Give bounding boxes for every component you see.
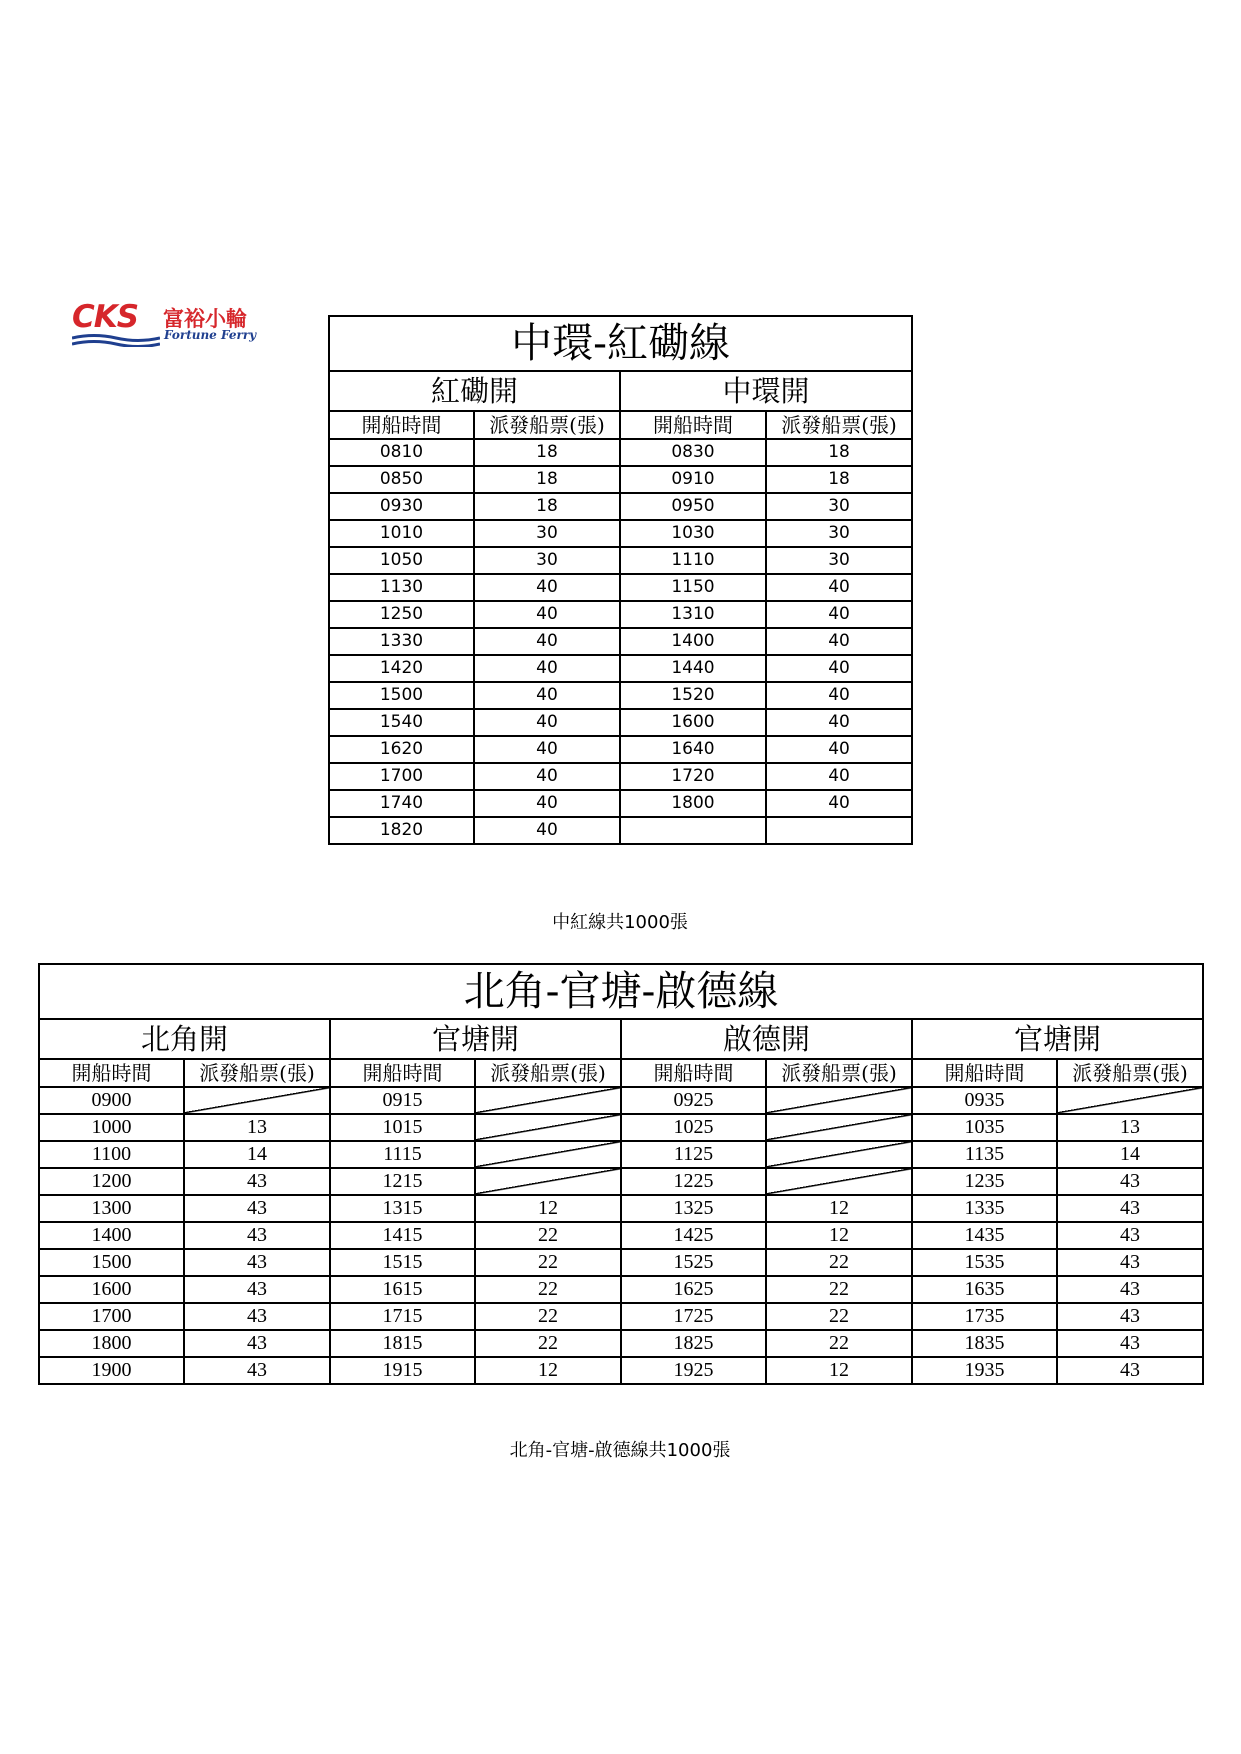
ticket-count-cell: 22 [766,1303,912,1330]
ticket-count-cell: 40 [766,790,912,817]
column-header-tickets: 派發船票(張) [184,1059,330,1087]
table-row [329,493,912,520]
ticket-count-cell: 40 [474,601,620,628]
departure-time-cell: 1635 [912,1276,1057,1303]
ticket-count-cell: 40 [766,655,912,682]
no-tickets-cell [475,1141,621,1168]
departure-time-cell: 1820 [329,817,474,844]
ticket-count-cell: 22 [475,1330,621,1357]
table-row [329,547,912,574]
departure-time-cell: 1400 [620,628,766,655]
table-row [39,1357,1203,1384]
column-header-tickets: 派發船票(張) [475,1059,621,1087]
column-header-time: 開船時間 [330,1059,475,1087]
central-hunghom-timetable [328,315,913,845]
ticket-count-cell: 40 [766,574,912,601]
departure-time-cell: 1325 [621,1195,766,1222]
table-row [39,1222,1203,1249]
departure-time-cell: 1135 [912,1141,1057,1168]
ticket-count-cell: 43 [184,1249,330,1276]
column-header-tickets: 派發船票(張) [766,1059,912,1087]
table-row [39,1303,1203,1330]
table-row [329,628,912,655]
logo-wave-icon [72,333,160,347]
ticket-count-cell: 43 [184,1195,330,1222]
departure-time-cell: 1600 [620,709,766,736]
departure-time-cell: 1900 [39,1357,184,1384]
ticket-count-cell: 30 [474,520,620,547]
departure-time-cell: 1525 [621,1249,766,1276]
departure-time-cell: 0850 [329,466,474,493]
ticket-count-cell: 12 [766,1222,912,1249]
departure-time-cell: 1615 [330,1276,475,1303]
direction-header: 中環開 [620,371,912,411]
company-logo [72,299,272,350]
table-row [39,1330,1203,1357]
column-header-tickets: 派發船票(張) [474,411,620,439]
no-tickets-cell [766,1168,912,1195]
departure-time-cell: 1625 [621,1276,766,1303]
departure-time-cell: 1815 [330,1330,475,1357]
ticket-count-cell: 43 [184,1168,330,1195]
no-tickets-cell [475,1087,621,1114]
column-header-time: 開船時間 [912,1059,1057,1087]
departure-time-cell: 1540 [329,709,474,736]
direction-header: 北角開 [39,1019,330,1059]
departure-time-cell: 0930 [329,493,474,520]
logo-name-en: Fortune Ferry [164,328,257,342]
ticket-count-cell: 40 [474,574,620,601]
departure-time-cell: 1400 [39,1222,184,1249]
departure-time-cell: 1125 [621,1141,766,1168]
ticket-count-cell: 22 [766,1249,912,1276]
ticket-count-cell: 43 [184,1303,330,1330]
column-header-time: 開船時間 [621,1059,766,1087]
departure-time-cell: 0915 [330,1087,475,1114]
table-row [329,466,912,493]
direction-header: 啟德開 [621,1019,912,1059]
departure-time-cell: 1740 [329,790,474,817]
route-title: 北角-官塘-啟德線 [39,964,1203,1019]
departure-time-cell: 1535 [912,1249,1057,1276]
ticket-count-cell: 40 [766,628,912,655]
departure-time-cell: 1935 [912,1357,1057,1384]
ticket-count-cell [766,817,912,844]
departure-time-cell: 1720 [620,763,766,790]
departure-time-cell: 1225 [621,1168,766,1195]
departure-time-cell: 1130 [329,574,474,601]
ticket-count-cell: 40 [766,601,912,628]
table-row [39,1114,1203,1141]
ticket-count-cell: 12 [766,1357,912,1384]
departure-time-cell: 1515 [330,1249,475,1276]
ticket-count-cell: 40 [474,709,620,736]
departure-time-cell: 1440 [620,655,766,682]
ticket-count-cell: 43 [1057,1195,1203,1222]
ticket-count-cell: 18 [474,466,620,493]
ticket-count-cell: 18 [474,493,620,520]
table-row [329,574,912,601]
no-tickets-cell [475,1168,621,1195]
departure-time-cell: 1435 [912,1222,1057,1249]
departure-time-cell: 1700 [329,763,474,790]
ticket-count-cell: 43 [184,1222,330,1249]
departure-time-cell: 1035 [912,1114,1057,1141]
departure-time-cell: 1110 [620,547,766,574]
departure-time-cell: 1200 [39,1168,184,1195]
table-row [329,520,912,547]
ticket-count-cell: 40 [766,682,912,709]
departure-time-cell: 0950 [620,493,766,520]
ticket-count-cell: 43 [1057,1330,1203,1357]
departure-time-cell: 1235 [912,1168,1057,1195]
departure-time-cell: 1025 [621,1114,766,1141]
ticket-count-cell: 18 [474,439,620,466]
departure-time-cell: 1050 [329,547,474,574]
departure-time-cell: 1420 [329,655,474,682]
ticket-count-cell: 14 [1057,1141,1203,1168]
departure-time-cell: 1915 [330,1357,475,1384]
table-row [39,1276,1203,1303]
departure-time-cell: 1300 [39,1195,184,1222]
ticket-count-cell: 43 [184,1357,330,1384]
departure-time-cell: 1640 [620,736,766,763]
ticket-count-cell: 40 [766,709,912,736]
departure-time-cell: 1415 [330,1222,475,1249]
departure-time-cell: 1010 [329,520,474,547]
departure-time-cell [620,817,766,844]
no-tickets-cell [475,1114,621,1141]
departure-time-cell: 0910 [620,466,766,493]
departure-time-cell: 1835 [912,1330,1057,1357]
departure-time-cell: 1800 [620,790,766,817]
departure-time-cell: 1800 [39,1330,184,1357]
ticket-count-cell: 22 [475,1276,621,1303]
departure-time-cell: 1925 [621,1357,766,1384]
table-row [39,1195,1203,1222]
ticket-count-cell: 22 [475,1222,621,1249]
ticket-count-cell: 40 [766,736,912,763]
table-row [329,682,912,709]
departure-time-cell: 1250 [329,601,474,628]
table-row [329,763,912,790]
ticket-count-cell: 40 [474,817,620,844]
ticket-count-cell: 40 [474,682,620,709]
departure-time-cell: 1715 [330,1303,475,1330]
ticket-count-cell: 12 [475,1195,621,1222]
table-row [39,1249,1203,1276]
no-tickets-cell [766,1141,912,1168]
table-row [329,817,912,844]
ticket-count-cell: 30 [766,520,912,547]
ticket-count-cell: 22 [475,1249,621,1276]
table-row [329,790,912,817]
ticket-count-cell: 18 [766,466,912,493]
ticket-count-cell: 40 [474,628,620,655]
ticket-count-cell: 30 [474,547,620,574]
ticket-count-cell: 40 [474,763,620,790]
departure-time-cell: 1330 [329,628,474,655]
departure-time-cell: 1725 [621,1303,766,1330]
column-header-tickets: 派發船票(張) [1057,1059,1203,1087]
departure-time-cell: 1620 [329,736,474,763]
departure-time-cell: 0900 [39,1087,184,1114]
ticket-count-cell: 22 [475,1303,621,1330]
table-row [39,1087,1203,1114]
departure-time-cell: 1215 [330,1168,475,1195]
no-tickets-cell [766,1114,912,1141]
ticket-count-cell: 14 [184,1141,330,1168]
departure-time-cell: 0935 [912,1087,1057,1114]
ticket-count-cell: 43 [1057,1357,1203,1384]
ticket-count-cell: 43 [184,1276,330,1303]
logo-mark: CKS [72,299,139,335]
ticket-count-cell: 40 [474,736,620,763]
direction-header: 紅磡開 [329,371,620,411]
ticket-count-cell: 13 [184,1114,330,1141]
departure-time-cell: 1000 [39,1114,184,1141]
departure-time-cell: 0810 [329,439,474,466]
departure-time-cell: 1700 [39,1303,184,1330]
route-total-note: 中紅線共1000張 [552,912,688,933]
table-row [329,736,912,763]
ticket-count-cell: 30 [766,493,912,520]
ticket-count-cell: 43 [1057,1168,1203,1195]
column-header-time: 開船時間 [39,1059,184,1087]
ticket-count-cell: 40 [474,790,620,817]
departure-time-cell: 1500 [39,1249,184,1276]
departure-time-cell: 1315 [330,1195,475,1222]
ticket-count-cell: 12 [766,1195,912,1222]
ticket-count-cell: 40 [474,655,620,682]
table-row [329,601,912,628]
ticket-count-cell: 22 [766,1330,912,1357]
departure-time-cell: 0925 [621,1087,766,1114]
route-title: 中環-紅磡線 [329,316,912,371]
departure-time-cell: 1825 [621,1330,766,1357]
departure-time-cell: 1100 [39,1141,184,1168]
ticket-count-cell: 22 [766,1276,912,1303]
departure-time-cell: 0830 [620,439,766,466]
ticket-count-cell: 43 [1057,1303,1203,1330]
table-row [329,709,912,736]
column-header-time: 開船時間 [620,411,766,439]
departure-time-cell: 1150 [620,574,766,601]
ticket-count-cell: 18 [766,439,912,466]
departure-time-cell: 1115 [330,1141,475,1168]
ticket-count-cell: 12 [475,1357,621,1384]
departure-time-cell: 1335 [912,1195,1057,1222]
departure-time-cell: 1310 [620,601,766,628]
direction-header: 官塘開 [912,1019,1203,1059]
departure-time-cell: 1520 [620,682,766,709]
ticket-count-cell: 43 [1057,1249,1203,1276]
ticket-count-cell: 43 [1057,1222,1203,1249]
no-tickets-cell [1057,1087,1203,1114]
direction-header: 官塘開 [330,1019,621,1059]
departure-time-cell: 1015 [330,1114,475,1141]
departure-time-cell: 1030 [620,520,766,547]
ticket-count-cell: 43 [184,1330,330,1357]
table-row [329,655,912,682]
table-row [329,439,912,466]
departure-time-cell: 1425 [621,1222,766,1249]
no-tickets-cell [184,1087,330,1114]
ticket-count-cell: 40 [766,763,912,790]
departure-time-cell: 1600 [39,1276,184,1303]
table-row [39,1141,1203,1168]
column-header-time: 開船時間 [329,411,474,439]
table-row [39,1168,1203,1195]
column-header-tickets: 派發船票(張) [766,411,912,439]
departure-time-cell: 1500 [329,682,474,709]
route-total-note: 北角-官塘-啟德線共1000張 [509,1440,731,1461]
ticket-count-cell: 43 [1057,1276,1203,1303]
no-tickets-cell [766,1087,912,1114]
departure-time-cell: 1735 [912,1303,1057,1330]
northpoint-kwuntong-kaitak-timetable [38,963,1204,1385]
ticket-count-cell: 30 [766,547,912,574]
ticket-count-cell: 13 [1057,1114,1203,1141]
logo-name-cn: 富裕小輪 [163,306,247,331]
